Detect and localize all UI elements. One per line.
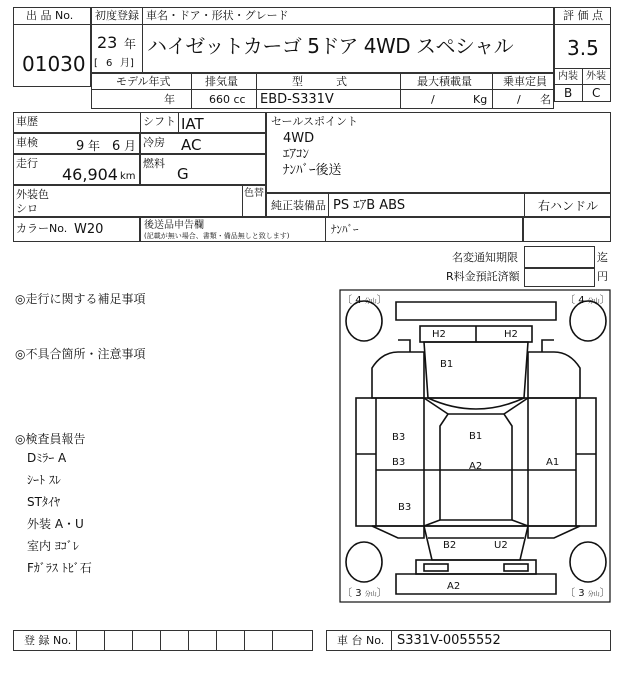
inspector-report-label: ◎検査員報告 bbox=[15, 432, 86, 446]
tire-rr-depth: 3 bbox=[578, 588, 585, 599]
defects-label: ◎不具合箇所・注意事項 bbox=[15, 347, 146, 361]
color-no: W20 bbox=[74, 222, 104, 237]
mark-h2-right: H2 bbox=[504, 329, 518, 340]
tire-rr-label: 〔 3 分山〕 bbox=[565, 588, 610, 599]
cooler-value: AC bbox=[181, 136, 202, 154]
post-docs-note: (記載が無い場合、書類・備品無しと致します) bbox=[144, 232, 290, 240]
mark-b3-left-rear: B3 bbox=[398, 502, 412, 513]
chassis-box bbox=[326, 630, 611, 651]
inspection-year: 9 bbox=[76, 139, 85, 154]
exterior-color-label: 外装色 bbox=[16, 188, 49, 201]
name-change-label: 名変通知期限 bbox=[452, 251, 518, 264]
chassis-no: S331V-0055552 bbox=[397, 633, 501, 648]
sales-points-label: セールスポイント bbox=[271, 115, 359, 128]
capacity-slash: / bbox=[517, 93, 521, 106]
inspector-note: STﾀｲﾔ bbox=[27, 495, 60, 509]
shift-label: シフト bbox=[143, 115, 176, 128]
equipment-label: 純正装備品 bbox=[271, 199, 326, 212]
mark-b2-rear: B2 bbox=[443, 540, 457, 551]
mileage-unit: km bbox=[120, 171, 136, 182]
lot-no: 01030 bbox=[22, 52, 86, 76]
tire-fl-label: 〔 4 分山〕 bbox=[342, 295, 387, 306]
model-year-unit: 年 bbox=[164, 93, 175, 106]
history-label: 車歴 bbox=[16, 115, 38, 128]
mark-u2-rear: U2 bbox=[494, 540, 508, 551]
post-docs-label: 後送品申告欄 bbox=[144, 220, 204, 231]
tire-fl-depth: 4 bbox=[355, 295, 362, 306]
name-change-unit: 迄 bbox=[597, 251, 608, 264]
steering: 右ハンドル bbox=[538, 199, 599, 213]
color-change-label: 色替 bbox=[244, 188, 264, 199]
first-reg-month-open: [ bbox=[94, 58, 98, 69]
inspection-year-unit: 年 bbox=[88, 139, 101, 153]
score: 3.5 bbox=[567, 36, 599, 60]
inspector-note: 外装 A・U bbox=[27, 517, 84, 531]
tire-fr-depth: 4 bbox=[578, 295, 585, 306]
inspector-note: Dﾐﾗｰ A bbox=[27, 451, 67, 465]
fuel-value: G bbox=[177, 165, 189, 183]
tire-unit: 分山 bbox=[587, 591, 600, 598]
inspection-label: 車検 bbox=[16, 136, 38, 149]
type-label: 型 式 bbox=[292, 75, 347, 88]
score-label: 評 価 点 bbox=[563, 9, 603, 22]
first-reg-year: 23 bbox=[97, 33, 118, 52]
capacity-unit: 名 bbox=[540, 93, 551, 106]
inspector-note: ｼｰﾄ ｽﾚ bbox=[27, 473, 61, 487]
model-type: EBD-S331V bbox=[260, 92, 334, 107]
tire-unit: 分山 bbox=[587, 298, 600, 305]
tire-rl-depth: 3 bbox=[355, 588, 362, 599]
reg-no-label: 登 録 No. bbox=[24, 634, 72, 647]
max-load-slash: / bbox=[431, 93, 435, 106]
tire-rl-label: 〔 3 分山〕 bbox=[342, 588, 387, 599]
first-reg-label: 初度登録 bbox=[95, 9, 139, 22]
interior-grade: B bbox=[564, 86, 573, 100]
mileage: 46,904 bbox=[62, 165, 118, 184]
first-reg-year-unit: 年 bbox=[124, 37, 137, 51]
sales-point-2: ｴｱｺﾝ bbox=[283, 147, 309, 162]
mark-a1-right: A1 bbox=[546, 457, 560, 468]
sales-point-1: 4WD bbox=[283, 131, 315, 146]
max-load-unit: Kg bbox=[473, 93, 488, 106]
max-load-label: 最大積載量 bbox=[417, 75, 472, 88]
exterior-color: シロ bbox=[16, 202, 38, 215]
mark-b3-front-left: B3 bbox=[392, 432, 406, 443]
mileage-label: 走行 bbox=[16, 157, 38, 170]
driving-notes-label: ◎走行に関する補足事項 bbox=[15, 292, 146, 306]
mark-h2-left: H2 bbox=[432, 329, 446, 340]
recycle-unit: 円 bbox=[597, 270, 608, 283]
tire-unit: 分山 bbox=[364, 298, 377, 305]
tire-unit: 分山 bbox=[364, 591, 377, 598]
recycle-label: R料金預託済額 bbox=[446, 270, 520, 283]
fuel-label: 燃料 bbox=[143, 157, 165, 170]
inspection-month: 6 bbox=[112, 139, 121, 154]
mark-a2-roof: A2 bbox=[469, 461, 483, 472]
inspection-month-unit: 月 bbox=[124, 139, 137, 153]
mark-b3-left-mid: B3 bbox=[392, 457, 406, 468]
cooler-label: 冷房 bbox=[143, 136, 165, 149]
exterior-label: 外装 bbox=[586, 71, 606, 82]
sales-point-3: ﾅﾝﾊﾞｰ後送 bbox=[283, 163, 342, 178]
reg-no-box bbox=[13, 630, 313, 651]
color-no-label: カラーNo. bbox=[16, 222, 68, 235]
shift-value: IAT bbox=[181, 115, 204, 133]
displacement: 660 cc bbox=[209, 93, 246, 106]
lot-no-label: 出 品 No. bbox=[26, 9, 74, 22]
mark-b1-roof: B1 bbox=[469, 431, 483, 442]
mark-a2-bumper: A2 bbox=[447, 581, 461, 592]
inspector-note: 室内 ﾖｺﾞﾚ bbox=[27, 539, 79, 553]
displacement-label: 排気量 bbox=[205, 75, 238, 88]
first-reg-month: 6 bbox=[106, 58, 113, 69]
chassis-label: 車 台 No. bbox=[337, 634, 385, 647]
mark-b1-hood: B1 bbox=[440, 359, 454, 370]
first-reg-month-close: 月] bbox=[120, 58, 134, 69]
inspector-note: Fｶﾞﾗｽ ﾄﾋﾞ石 bbox=[27, 561, 92, 575]
model-year-label: モデル年式 bbox=[116, 75, 171, 88]
capacity-label: 乗車定員 bbox=[503, 75, 547, 88]
exterior-grade: C bbox=[592, 86, 601, 100]
tire-fr-label: 〔 4 分山〕 bbox=[565, 295, 610, 306]
post-docs-value: ﾅﾝﾊﾞｰ bbox=[331, 223, 359, 236]
interior-label: 内装 bbox=[558, 71, 578, 82]
car-name: ハイゼットカーゴ 5ドア 4WD スペシャル bbox=[147, 34, 514, 58]
car-name-label: 車名・ドア・形状・グレード bbox=[146, 9, 289, 22]
equipment-value: PS ｴｱB ABS bbox=[333, 198, 406, 213]
